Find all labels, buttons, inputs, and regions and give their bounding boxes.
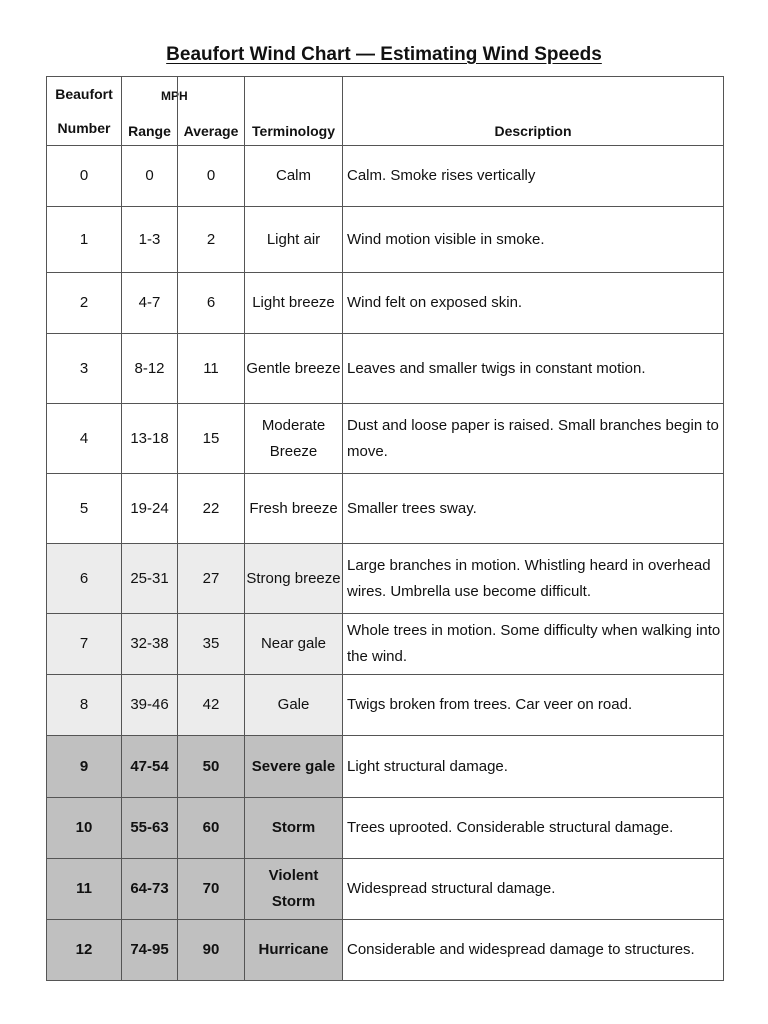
mph-range: 25-31 [122, 544, 178, 614]
table-row [47, 798, 724, 859]
table-row [47, 146, 724, 207]
description: Wind motion visible in smoke. [343, 207, 724, 273]
description: Light structural damage. [343, 736, 724, 798]
terminology: Fresh breeze [245, 474, 343, 544]
header-description: Description [343, 77, 724, 146]
mph-range: 0 [122, 146, 178, 207]
terminology: Violent Storm [245, 859, 343, 920]
table-row [47, 920, 724, 981]
description: Twigs broken from trees. Car veer on road. [343, 675, 724, 736]
beaufort-number: 9 [47, 736, 122, 798]
table-row [47, 675, 724, 736]
page-title: Beaufort Wind Chart — Estimating Wind Speeds [166, 44, 602, 65]
mph-average: 0 [178, 146, 245, 207]
description: Smaller trees sway. [343, 474, 724, 544]
terminology: Calm [245, 146, 343, 207]
beaufort-number: 11 [47, 859, 122, 920]
description: Trees uprooted. Considerable structural damage. [343, 798, 724, 859]
beaufort-number: 12 [47, 920, 122, 981]
table-row [47, 404, 724, 474]
description: Large branches in motion. Whistling heard in overhead wires. Umbrella use become difficult. [343, 544, 724, 614]
mph-range: 19-24 [122, 474, 178, 544]
mph-range: 64-73 [122, 859, 178, 920]
beaufort-number: 5 [47, 474, 122, 544]
mph-range: 47-54 [122, 736, 178, 798]
mph-average: 15 [178, 404, 245, 474]
beaufort-number: 3 [47, 334, 122, 404]
mph-range: 74-95 [122, 920, 178, 981]
table-row [47, 736, 724, 798]
terminology: Moderate Breeze [245, 404, 343, 474]
header-terminology: Terminology [245, 77, 343, 146]
terminology: Strong breeze [245, 544, 343, 614]
header-average: Average [178, 77, 245, 146]
mph-average: 42 [178, 675, 245, 736]
beaufort-number: 10 [47, 798, 122, 859]
table-row [47, 207, 724, 273]
description: Dust and loose paper is raised. Small branches begin to move. [343, 404, 724, 474]
beaufort-number: 1 [47, 207, 122, 273]
header-row [47, 77, 724, 146]
mph-average: 11 [178, 334, 245, 404]
mph-range: 4-7 [122, 273, 178, 334]
mph-header: MPH [161, 89, 188, 103]
description: Widespread structural damage. [343, 859, 724, 920]
mph-average: 60 [178, 798, 245, 859]
beaufort-number: 8 [47, 675, 122, 736]
table-row [47, 859, 724, 920]
terminology: Gentle breeze [245, 334, 343, 404]
header-range: Range [122, 77, 178, 146]
mph-average: 6 [178, 273, 245, 334]
beaufort-table [46, 76, 724, 981]
beaufort-number: 0 [47, 146, 122, 207]
mph-range: 32-38 [122, 614, 178, 675]
description: Leaves and smaller twigs in constant motion. [343, 334, 724, 404]
mph-average: 35 [178, 614, 245, 675]
terminology: Near gale [245, 614, 343, 675]
mph-range: 1-3 [122, 207, 178, 273]
mph-average: 2 [178, 207, 245, 273]
terminology: Severe gale [245, 736, 343, 798]
mph-range: 8-12 [122, 334, 178, 404]
header-beaufort-number: Beaufort Number [47, 77, 122, 146]
terminology: Hurricane [245, 920, 343, 981]
description: Calm. Smoke rises vertically [343, 146, 724, 207]
terminology: Storm [245, 798, 343, 859]
mph-average: 90 [178, 920, 245, 981]
table-row [47, 474, 724, 544]
mph-average: 27 [178, 544, 245, 614]
description: Considerable and widespread damage to structures. [343, 920, 724, 981]
mph-average: 22 [178, 474, 245, 544]
beaufort-number: 7 [47, 614, 122, 675]
description: Whole trees in motion. Some difficulty when walking into the wind. [343, 614, 724, 675]
mph-range: 39-46 [122, 675, 178, 736]
description: Wind felt on exposed skin. [343, 273, 724, 334]
table-row [47, 273, 724, 334]
table-row [47, 614, 724, 675]
terminology: Light breeze [245, 273, 343, 334]
beaufort-number: 6 [47, 544, 122, 614]
table-row [47, 544, 724, 614]
terminology: Light air [245, 207, 343, 273]
mph-range: 55-63 [122, 798, 178, 859]
terminology: Gale [245, 675, 343, 736]
beaufort-number: 2 [47, 273, 122, 334]
mph-average: 50 [178, 736, 245, 798]
beaufort-number: 4 [47, 404, 122, 474]
mph-range: 13-18 [122, 404, 178, 474]
table-row [47, 334, 724, 404]
mph-average: 70 [178, 859, 245, 920]
